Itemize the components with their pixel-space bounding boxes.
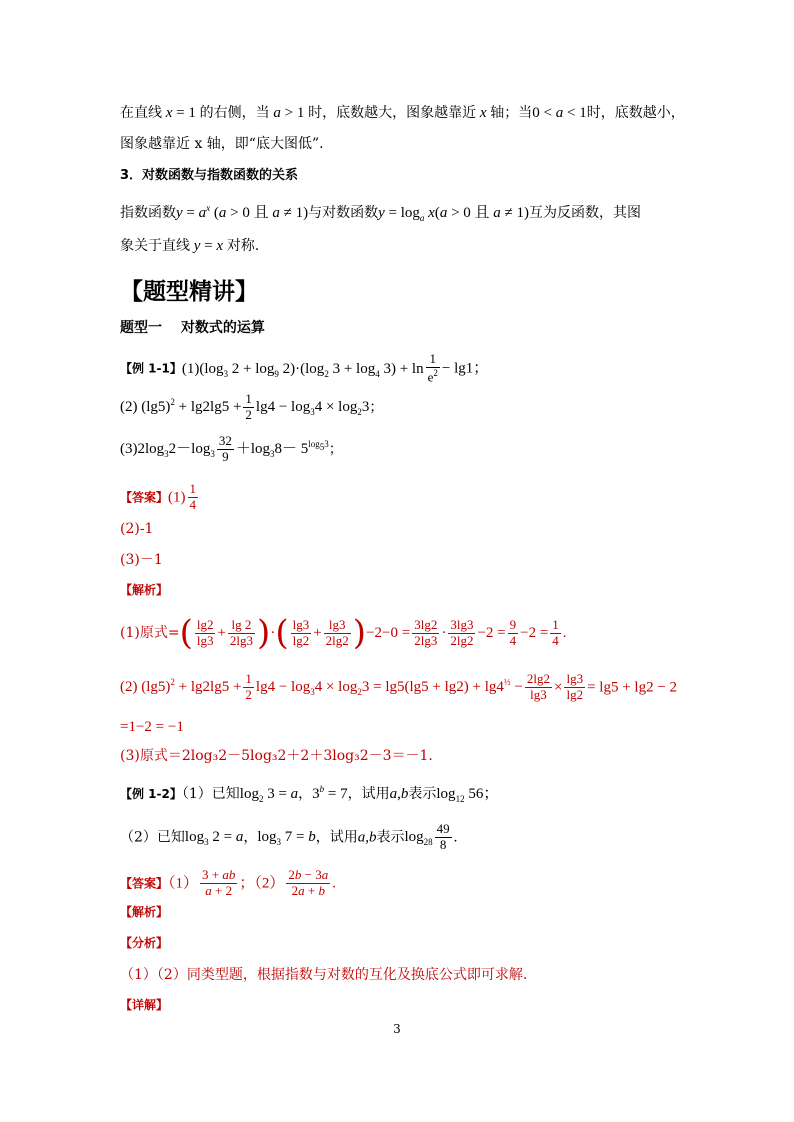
- example-1-1-solution-1: (1)原式=( $\frac{\lg 2}{\lg 3}$ + $\frac{\lg 2}{2\lg 3}$ )·( $\frac{\lg 3}{\lg 2}$ + $\frac{\lg 3}{2\lg 2}$ )−2−0 = $\frac{3\lg 2}{2\lg 3}$ · $\frac{3\lg 3}{2\lg 2}$ −2 = $\frac{9}{4}$ −2 = $\frac{1}{4}$ .: [120, 613, 567, 653]
- example-1-1-analysis-label: 【解析】: [120, 583, 169, 597]
- example-1-2-fenxi-label: 【分析】: [120, 936, 169, 950]
- example-1-2-answer: 【答案】（1） $\frac{3 + ab}{a + 2}$ ；（2） $\frac{2b - 3a}{2a + b}$ .: [120, 867, 336, 898]
- example-1-2-analysis-label: 【解析】: [120, 905, 169, 919]
- section-3-line-2: 象关于直线 y = x 对称.: [120, 238, 260, 254]
- heading-type-lecture: 【题型精讲】: [120, 279, 258, 305]
- example-1-2-fenxi-text: （1）（2）同类型题，根据指数与对数的互化及换底公式即可求解.: [120, 967, 528, 983]
- theory-line-1: 在直线 x = 1 的右侧，当 a > 1 时，底数越大，图象越靠近 x 轴；当0 < a < 1时，底数越小，: [120, 105, 685, 121]
- example-1-2-detail-label: 【详解】: [120, 998, 169, 1012]
- type-1-title: 题型一 对数式的运算: [120, 320, 265, 336]
- example-1-1-solution-2-cont: =1−2 = −1: [120, 719, 184, 735]
- example-1-1-solution-2: (2) $(\lg 5)^2 + \lg 2\lg 5$ + $\frac{1}{2}$ $\lg 4 - \log_34 \times \log_23 = \lg 5(\lg 5 + \lg 2) + \lg 4^{\frac{1}{2}}$ − $\frac{2\lg 2}{\lg 3}$ × $\frac{\lg 3}{\lg 2}$ = lg5 + lg2 − 2: [120, 671, 678, 702]
- example-1-1-solution-3: (3)原式＝2log₃2－5log₃2＋2＋3log₃2－3＝－1.: [120, 748, 433, 764]
- page-number: 3: [393, 1022, 401, 1036]
- section-3-title: 3．对数函数与指数函数的关系: [120, 168, 299, 183]
- example-1-1-q2: (2) $(\lg 5)^2 + \lg 2\lg 5$ + $\frac{1}{2}$ $\lg 4 - \log_34 \times \log_23$；: [120, 391, 384, 422]
- example-1-1-q1: 【例 1-1】$(1)(\log_3$ $2 + \log_9 2)\cdot(\log_2$ $3 + \log_4 3) + \ln$ $\frac{1}{e^2}$ − lg1；: [120, 351, 489, 385]
- example-1-1-answer-3: (3)－1: [120, 552, 163, 568]
- example-1-1-answer-2: (2)-1: [120, 521, 154, 537]
- example-1-2-q1: 【例 1-2】（1）已知$\log_2 3 = a$，$3^b = 7$，试用a,b表示$\log_{12} 56$；: [120, 784, 499, 804]
- example-1-1-q3: $(3)2\log_32-\log_3$ $\frac{32}{9}$ $+\log_38- 5^{log_53}$；: [120, 433, 343, 464]
- example-1-2-q2: （2）已知$\log_3 2 = a$，$\log_3 7 = b$，试用a,b表示$\log_{28}$ $\frac{49}{8}$ .: [120, 821, 458, 852]
- example-1-1-answer-1: 【答案】(1) $\frac{1}{4}$: [120, 481, 197, 512]
- section-3-line-1: 指数函数$y = a^x$ (a > 0 且 a ≠ 1)与对数函数$y = \log_a x(a > 0$ 且 a ≠ 1)互为反函数，其图: [120, 203, 642, 223]
- theory-line-2: 图象越靠近 x 轴，即“底大图低”.: [120, 136, 324, 152]
